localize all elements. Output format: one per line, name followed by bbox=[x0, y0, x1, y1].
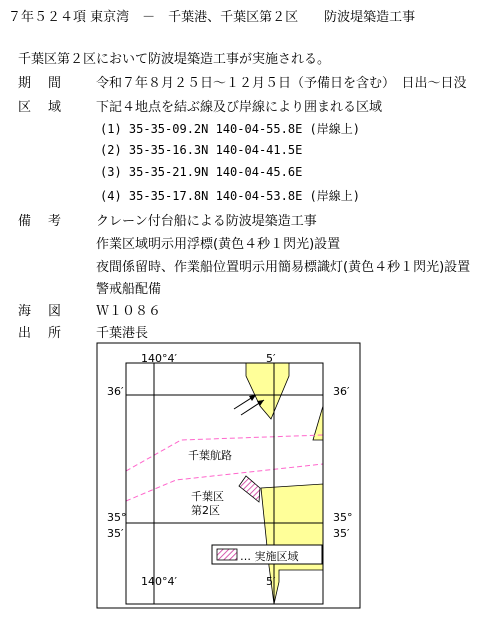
remarks-line-2: 作業区域明示用浮標(黄色４秒１閃光)設置 bbox=[96, 237, 341, 252]
map-lon-bottom-right: 5′ bbox=[266, 575, 276, 588]
map-lat-left-bottom-deg: 35° bbox=[107, 511, 127, 524]
remarks-line-4: 警戒船配備 bbox=[96, 282, 162, 297]
area-point-1: (1) 35-35-09.2N 140-04-55.8E (岸線上) bbox=[100, 122, 360, 136]
notice-intro: 千葉区第２区において防波堤築造工事が実施される。 bbox=[18, 52, 331, 67]
remarks-line-1: クレーン付台船による防波堤築造工事 bbox=[96, 214, 317, 229]
map-lat-left-top: 36′ bbox=[107, 385, 124, 398]
area-point-2: (2) 35-35-16.3N 140-04-41.5E bbox=[100, 143, 303, 157]
map-lat-right-top: 36′ bbox=[333, 385, 350, 398]
map-lat-left-bottom-min: 35′ bbox=[107, 527, 124, 540]
chart-no-value: Ｗ１０８６ bbox=[96, 304, 162, 319]
source-label: 出 所 bbox=[18, 326, 64, 341]
chart-no-label: 海 図 bbox=[18, 304, 64, 319]
location-map bbox=[96, 342, 362, 610]
remarks-line-3: 夜間係留時、作業船位置明示用簡易標識灯(黄色４秒１閃光)設置 bbox=[96, 260, 471, 275]
legend-swatch bbox=[217, 549, 237, 560]
area-point-3: (3) 35-35-21.9N 140-04-45.6E bbox=[100, 165, 303, 179]
notice-title: ７年５２４項 東京湾 － 千葉港、千葉区第２区 防波堤築造工事 bbox=[8, 10, 416, 25]
area-label: 区 域 bbox=[18, 100, 64, 115]
map-graphic bbox=[96, 342, 362, 610]
map-channel-label: 千葉航路 bbox=[188, 449, 232, 462]
map-legend-label: … 実施区域 bbox=[240, 550, 299, 563]
area-point-4: (4) 35-35-17.8N 140-04-53.8E (岸線上) bbox=[100, 189, 360, 203]
source-value: 千葉港長 bbox=[96, 326, 149, 341]
map-lon-top-left: 140°4′ bbox=[141, 352, 177, 365]
map-lat-right-bottom-min: 35′ bbox=[333, 527, 350, 540]
map-lon-top-right: 5′ bbox=[266, 352, 276, 365]
map-lat-right-bottom-deg: 35° bbox=[333, 511, 353, 524]
period-label: 期 間 bbox=[18, 76, 64, 91]
period-value: 令和７年８月２５日～１２月５日（予備日を含む） 日出～日没 bbox=[96, 76, 467, 91]
area-value: 下記４地点を結ぶ線及び岸線により囲まれる区域 bbox=[96, 100, 383, 115]
map-district-label-1: 千葉区 bbox=[191, 490, 224, 503]
remarks-label: 備 考 bbox=[18, 214, 64, 229]
map-district-label-2: 第2区 bbox=[191, 504, 220, 517]
map-lon-bottom-left: 140°4′ bbox=[141, 575, 177, 588]
